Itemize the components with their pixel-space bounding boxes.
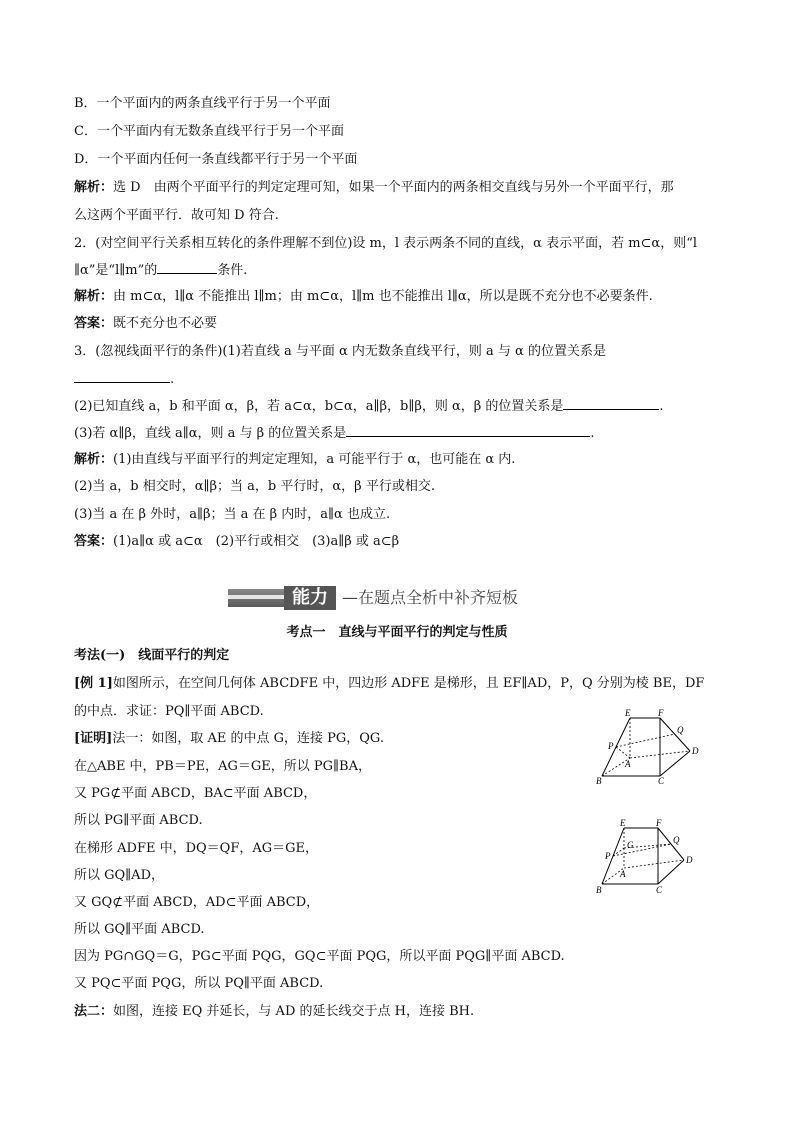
figure-2-svg (592, 818, 712, 898)
analysis-1-cont: 么这两个平面平行．故可知 D 符合. (74, 208, 279, 223)
fig1-label-f: F (658, 708, 664, 718)
fig1-label-p: P (608, 741, 614, 751)
example-label: [例 1] (74, 676, 113, 691)
proof-line-5: 在梯形 ADFE 中，DQ＝QF，AG＝GE， (74, 841, 318, 856)
option-d: D．一个平面内任何一条直线都平行于另一个平面 (74, 152, 358, 167)
question-2: 2．(对空间平行关系相互转化的条件理解不到位)设 m，l 表示两条不同的直线，α 表示平面，若 m⊂α，则“l (74, 236, 698, 251)
option-c: C．一个平面内有无数条直线平行于另一个平面 (74, 124, 344, 139)
example-line-2: 的中点．求证：PQ∥平面 ABCD. (74, 704, 264, 719)
analysis-text: 由 m⊂α，l∥α 不能推出 l∥m；由 m⊂α，l∥m 也不能推出 l∥α，所以是既不充分也不必要条件. (113, 289, 653, 304)
fig2-label-q: Q (673, 835, 680, 845)
analysis-3 (74, 451, 515, 468)
answer-2 (74, 315, 217, 332)
q3-blank-3 (346, 424, 590, 437)
question-3-part2 (74, 397, 664, 415)
analysis-3-part2: (2)当 a，b 相交时，α∥β；当 a，b 平行时，α，β 平行或相交. (74, 479, 435, 494)
q3-dot: . (590, 426, 595, 441)
proof-line-7: 又 GQ⊄平面 ABCD，AD⊂平面 ABCD， (74, 895, 320, 910)
example-line-1 (74, 675, 704, 692)
geometry-figure-2 (592, 818, 712, 902)
q3-part2-text: (2)已知直线 a，b 和平面 α，β，若 a⊂α，b⊂α，a∥β，b∥β，则 α，β 的位置关系是 (74, 399, 564, 414)
proof-method-2 (74, 1003, 474, 1020)
geometry-figure-1 (592, 708, 712, 792)
q2-blank (157, 261, 217, 274)
proof-label: [证明] (74, 731, 113, 746)
fig2-label-f: F (656, 818, 662, 828)
q2-text: ∥α”是“l∥m”的 (74, 263, 158, 278)
banner-decoration-stripe (228, 595, 284, 599)
answer-3 (74, 533, 399, 550)
analysis-1 (74, 179, 674, 196)
question-3-blank-line (74, 370, 174, 388)
proof-line-4: 所以 PG∥平面 ABCD. (74, 813, 203, 828)
proof-line-1 (74, 730, 384, 747)
q3-dot: . (659, 399, 664, 414)
option-b: B．一个平面内的两条直线平行于另一个平面 (74, 96, 331, 111)
fig2-label-a: A (620, 869, 626, 879)
example-text: 如图所示，在空间几何体 ABCDFE 中，四边形 ADFE 是梯形，且 EF∥AD，P，Q 分别为棱 BE，DF (112, 676, 705, 691)
question-2-cont (74, 261, 247, 279)
fig2-label-b: B (596, 885, 602, 895)
analysis-label: 解析： (74, 452, 114, 467)
question-3-part3 (74, 424, 594, 442)
q3-dot: . (170, 372, 175, 387)
analysis-text: 选 D 由两个平面平行的判定定理可知，如果一个平面内的两条相交直线与另外一个平面平行，那 (113, 180, 674, 195)
answer-text: (1)a∥α 或 a⊂α (2)平行或相交 (3)a∥β 或 a⊂β (113, 534, 400, 549)
proof-line-9: 因为 PG∩GQ＝G，PG⊂平面 PQG，GQ⊂平面 PQG，所以平面 PQG∥平面 ABCD. (74, 949, 565, 964)
fig2-label-g: G (627, 840, 634, 850)
q3-blank-2 (563, 397, 659, 410)
fig1-label-b: B (596, 776, 602, 786)
fig2-label-d: D (686, 855, 693, 865)
fig1-label-d: D (692, 746, 699, 756)
fig1-label-c: C (658, 776, 665, 786)
proof-line-3: 又 PG⊄平面 ABCD，BA⊂平面 ABCD， (74, 786, 317, 801)
analysis-2 (74, 288, 653, 305)
fig1-label-a: A (625, 759, 631, 769)
banner-title: 能力 (284, 586, 336, 610)
fig1-label-q: Q (677, 725, 684, 735)
fig1-label-e: E (625, 708, 631, 718)
fig2-label-p: P (605, 851, 611, 861)
proof-line-10: 又 PQ⊂平面 PQG，所以 PQ∥平面 ABCD. (74, 976, 324, 991)
q3-blank-1 (74, 370, 170, 383)
method-2-text: 如图，连接 EQ 并延长，与 AD 的延长线交于点 H，连接 BH. (113, 1004, 475, 1019)
question-3: 3．(忽视线面平行的条件)(1)若直线 a 与平面 α 内无数条直线平行，则 a 与 α 的位置关系是 (74, 344, 606, 359)
answer-label: 答案： (74, 316, 114, 331)
analysis-text: (1)由直线与平面平行的判定定理知，a 可能平行于 α，也可能在 α 内. (113, 452, 516, 467)
proof-line-2: 在△ABE 中，PB＝PE，AG＝GE，所以 PG∥BA， (74, 759, 371, 774)
proof-text: 法一：如图，取 AE 的中点 G，连接 PG，QG. (112, 731, 384, 746)
section-title: 考点一 直线与平面平行的判定与性质 (286, 625, 508, 640)
section-banner (228, 586, 568, 610)
answer-text: 既不充分也不必要 (113, 316, 218, 331)
proof-line-6: 所以 GQ∥AD， (74, 868, 164, 883)
analysis-label: 解析： (74, 180, 114, 195)
method-2-label: 法二： (74, 1004, 114, 1019)
fig2-label-e: E (620, 818, 626, 828)
analysis-3-part3: (3)当 a 在 β 外时，a∥β；当 a 在 β 内时，a∥α 也成立. (74, 507, 391, 522)
fig2-label-c: C (656, 885, 663, 895)
figure-1-svg (592, 708, 712, 788)
q3-part3-text: (3)若 α∥β，直线 a∥α，则 a 与 β 的位置关系是 (74, 426, 347, 441)
answer-label: 答案： (74, 534, 114, 549)
q2-text-end: 条件. (217, 263, 248, 278)
method-heading: 考法(一) 线面平行的判定 (74, 648, 230, 663)
banner-subtitle: —在题点全析中补齐短板 (342, 588, 519, 607)
analysis-label: 解析： (74, 289, 114, 304)
proof-line-8: 所以 GQ∥平面 ABCD. (74, 922, 205, 937)
